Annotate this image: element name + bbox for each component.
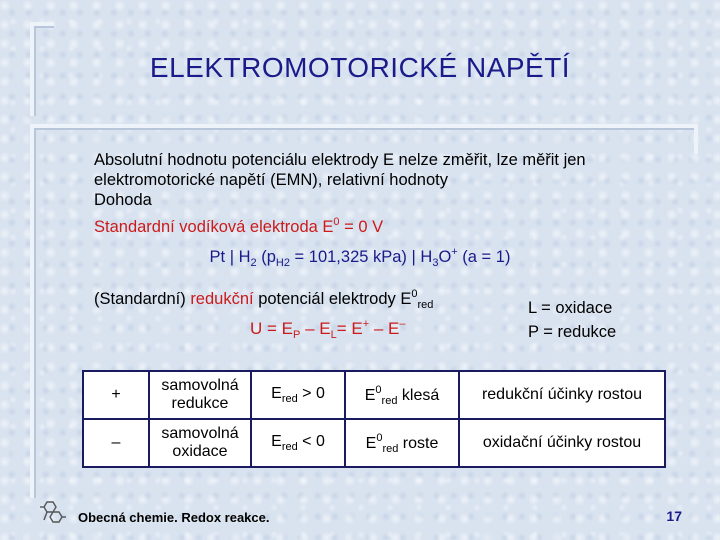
intro-line-2: elektromotorické napětí (EMN), relativní hodnoty <box>94 171 448 189</box>
effect-cell: redukční účinky rostou <box>459 371 665 419</box>
e0-red-cell: $E^0_{red}$ klesá <box>345 371 459 419</box>
sign-cell: – <box>83 419 149 467</box>
voltage-equation: $U = E_P - E_L= E^+ - E^-$ <box>250 318 406 341</box>
hydrogen-electrode-scheme: Pt | $H_2$ ($p_{H2} = 101,325$ kPa) | $H_3O^+$ (a = 1) <box>209 246 511 269</box>
spontaneous-cell: samovolná redukce <box>149 371 251 419</box>
legend-right: P = redukce <box>528 323 617 341</box>
slide-title: ELEKTROMOTORICKÉ NAPĚTÍ <box>149 52 571 83</box>
intro-line-3: Dohoda <box>94 191 152 209</box>
potential-table <box>82 370 666 468</box>
e0-red-cell: $E^0_{red}$ roste <box>345 419 459 467</box>
footer-text: Obecná chemie. Redox reakce. <box>78 510 270 525</box>
page-number: 17 <box>666 508 682 524</box>
table-row <box>83 419 665 467</box>
e-red-cell: $E_{red} > 0$ <box>251 371 345 419</box>
table-row <box>83 371 665 419</box>
standard-potential-line: (Standardní) redukční potenciál elektrody $E^0_{red}$ <box>94 288 434 311</box>
spontaneous-cell: samovolná oxidace <box>149 419 251 467</box>
intro-line-1: Absolutní hodnotu potenciálu elektrody E nelze změřit, lze měřit jen <box>94 151 586 169</box>
legend-left: L = oxidace <box>528 299 613 317</box>
effect-cell: oxidační účinky rostou <box>459 419 665 467</box>
intro-line-4: Standardní vodíková elektroda $E^0 = 0$ V <box>94 216 384 236</box>
e-red-cell: $E_{red} < 0$ <box>251 419 345 467</box>
sign-cell: + <box>83 371 149 419</box>
electrode-legend <box>528 296 616 344</box>
molecule-logo-icon <box>38 498 68 528</box>
